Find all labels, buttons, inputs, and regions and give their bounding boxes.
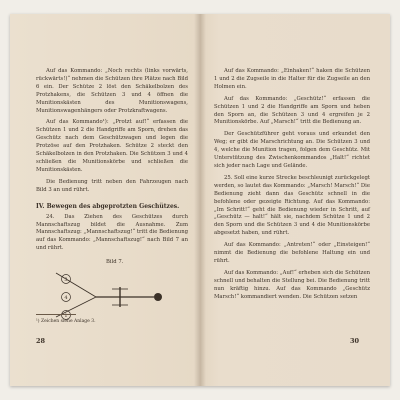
paragraph: Der Geschützführer geht voraus und erkundet den Weg; er gibt die Marschrichtung an. Die Schützen 3 und 4, welche die Munition tragen, folgen dem Geschütz. Mit Unterstützung des Zwischenkommandos „Halt!“ richtet sich jeder nach Lage und Gelände. (214, 131, 370, 169)
paragraph: 25. Soll eine kurze Strecke beschleunigt zurückgelegt werden, so lautet das Kommando: „Marsch! Marsch!“ Die Bedienung zieht dann das Geschütz schnell in die befohlene oder gezeigte Richtung. Auf das Kommando: „Im Schritt!“ geht die Bedienung wieder in Schritt, auf „Geschütz — halt!“ hält sie, nachdem Schütze 1 und 2 den Sporn und die Schützen 3 und 4 die Munitionskörbe abgesetzt haben, und rührt. (214, 174, 370, 237)
paragraph: Auf das Kommando: „Auf!“ erheben sich die Schützen schnell und behalten die Stellung bei. Die Bedienung tritt nun kräftig hinzu. Auf das Kommando „Geschütz Marsch!“ kommandiert wenden. Die Schützen setzen (214, 269, 370, 300)
paragraph: Auf das Kommando: „Antreten!“ oder „Einsteigen!“ nimmt die Bedienung die befohlene Haltung ein und rührt. (214, 242, 370, 264)
figure-bild-7 (36, 257, 186, 337)
paragraph: Die Bedienung tritt neben den Fahrzeugen nach Bild 3 an und rührt. (36, 178, 188, 193)
footnote-rule (36, 314, 76, 315)
footnote: ¹) Zeichen siehe Anlage 3. (36, 319, 96, 324)
figure-label: Bild 7. (106, 259, 124, 266)
figure-number: 3 (64, 277, 68, 284)
paragraph: Auf das Kommando: „Noch rechts (links vorwärts, rückwärts!)“ nehmen die Schützen ihre Plätze nach Bild 6 ein. Der Schütze 2 löst den Schäkelbolzen des Protzhakens, die Schützen 3 und 4 öffnen die Munitionskästen des Munitionswagens, Munitionswagenhängers oder Protzkraftwagens. (36, 68, 188, 114)
paragraph: 24. Das Ziehen des Geschützes durch Mannschaftszug bildet die Ausnahme. Zum Mannschaftszug: „Mannschaftszug!“ tritt die Bedienung auf das Kommando: „Mannschaftszug!“ nach Bild 7 an und rührt. (36, 213, 188, 252)
gun-diagram (36, 257, 186, 337)
paragraph: Auf das Kommando¹): „Protzt auf!“ erfassen die Schützen 1 und 2 die Handgriffe am Sporn, drehen das Geschütz nach dem Geschützwagen und legen die Protzöse auf den Protzhaken. Schütze 2 steckt den Schäkelbolzen in den Protzhaken. Die Schützen 3 und 4 schließen die Munitionskörbe und schließen die Munitionskästen. (36, 119, 188, 173)
book-spread (10, 14, 390, 386)
figure-number: 4 (64, 295, 68, 302)
figure-number: 1 (64, 313, 68, 320)
book-gutter (194, 14, 206, 386)
right-page (200, 14, 390, 386)
paragraph: Auf das Kommando: „Einhaken!“ haken die Schützen 1 und 2 die Zugseile in die Halter für die Zugseile an den Holmen ein. (214, 68, 370, 90)
left-page (10, 14, 200, 386)
page-number-left: 28 (36, 337, 46, 345)
paragraph: Auf das Kommando: „Geschütz!“ erfassen die Schützen 1 und 2 die Handgriffe am Sporn und heben den Sporn an, die Schützen 3 und 4 ergreifen je 2 Munitionskörbe. Auf „Marsch!“ tritt die Bedienung an. (214, 95, 370, 126)
section-heading: IV. Bewegen des abgeprotzten Geschützes. (36, 202, 180, 210)
page-number-right: 30 (350, 337, 360, 345)
